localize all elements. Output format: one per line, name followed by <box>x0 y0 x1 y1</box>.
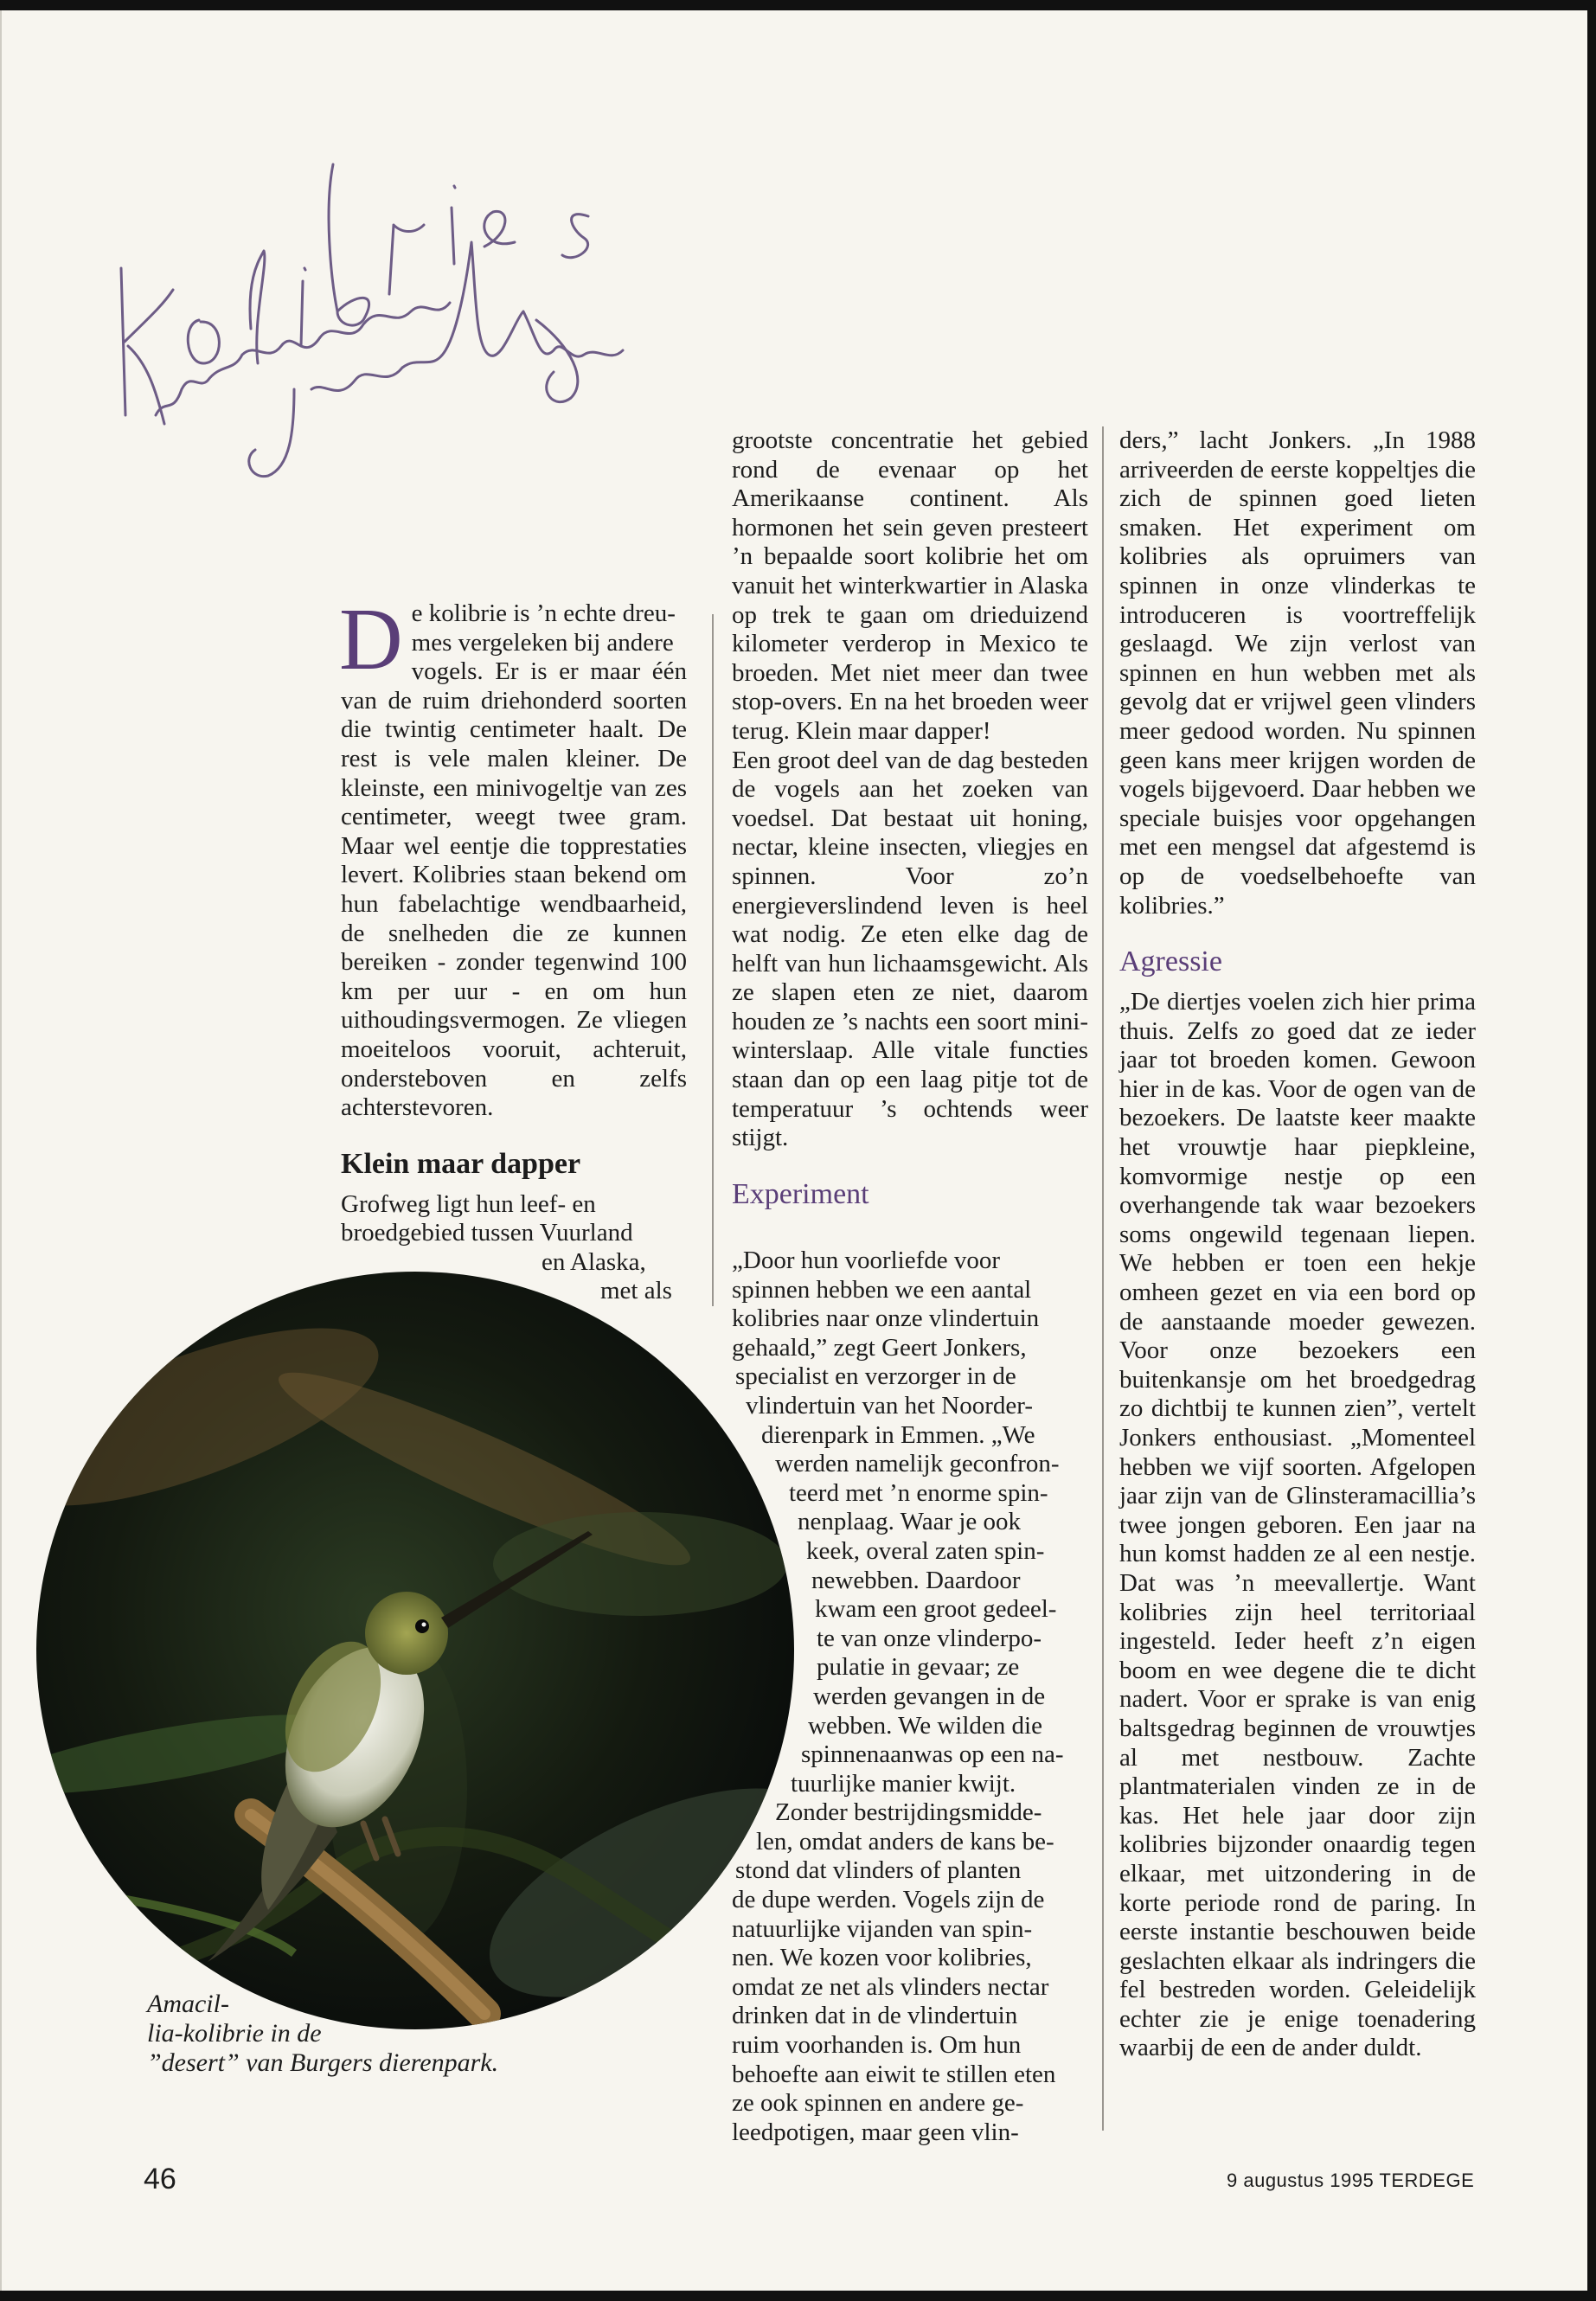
intro-paragraph <box>339 591 687 1123</box>
experiment-line: gehaald,” zegt Geert Jonkers, <box>732 1333 1027 1362</box>
column-1 <box>339 591 687 1306</box>
hummingbird-photo-svg <box>35 1270 796 2031</box>
habitat-line-3: en Alaska, <box>542 1247 646 1276</box>
experiment-line: Zonder bestrijdingsmidde- <box>775 1798 1042 1827</box>
experiment-line: te van onze vlinderpo- <box>817 1624 1042 1652</box>
experiment-line: werden namelijk geconfron- <box>775 1450 1060 1478</box>
spider-paragraph: ders,” lacht Jonkers. „In 1988 arriveerden de eerste koppeltjes die zich de spinnen goed lieten smaken. Het experiment om kolibries als opruimers van spinnen in onze vlinderkas te introduceren is voortreffelijk geslaagd. We zijn verlost van spinnen en hun webben met als gevolg dat er vrijwel geen vlinders meer gedood worden. Nu spinnen geen kans meer krijgen worden de vogels bijgevoerd. Daar hebben we speciale buisjes voor opgehangen met een mengsel dat afgestemd is op de voedselbehoefte van kolibries.” <box>1119 426 1476 920</box>
experiment-line: webben. We wilden die <box>808 1711 1042 1740</box>
experiment-line: ze ook spinnen en andere ge- <box>732 2089 1024 2118</box>
intro-line-1: e kolibrie is ’n echte dreu- <box>411 599 676 627</box>
experiment-line: nenplaag. Waar je ook <box>798 1508 1022 1536</box>
experiment-line: spinnen hebben we een aantal <box>732 1275 1032 1304</box>
experiment-line: nen. We kozen voor kolibries, <box>732 1944 1032 1972</box>
column-rule-right <box>1102 426 1104 2131</box>
caption-line-1: Amacil- <box>147 1990 229 2018</box>
experiment-line: dierenpark in Emmen. „We <box>761 1420 1035 1449</box>
experiment-line: tuurlijke manier kwijt. <box>791 1769 1016 1798</box>
column-2 <box>732 426 1088 1221</box>
page-number: 46 <box>144 2163 176 2195</box>
experiment-line: drinken dat in de vlindertuin <box>732 2002 1018 2030</box>
experiment-line: werden gevangen in de <box>813 1682 1046 1710</box>
experiment-line: „Door hun voorliefde voor <box>732 1247 1001 1274</box>
experiment-line: behoefte aan eiwit te stillen eten <box>732 2060 1056 2088</box>
experiment-line: stond dat vlinders of planten <box>735 1856 1022 1885</box>
experiment-line: pulatie in gevaar; ze <box>817 1653 1020 1682</box>
intro-rest: vogels. Er is er maar één van de ruim driehonderd soorten die twintig centimeter haalt. De rest is vele malen kleiner. De kleinste, een minivogeltje van zes centimeter, weegt twee gram. Maar wel eentje die topprestaties levert. Kolibries staan bekend om hun fabelachtige wendbaarheid, de snelheden die ze kunnen bereiken - zonder tegenwind 100 km per uur - en om hun uithoudingsvermogen. Ze vliegen moeiteloos vooruit, achteruit, ondersteboven en zelfs achterstevoren. <box>341 657 687 1122</box>
photo-caption <box>147 1990 597 2078</box>
heading-experiment: Experiment <box>732 1177 869 1210</box>
experiment-line: keek, overal zaten spin- <box>806 1536 1045 1565</box>
continent-paragraph: grootste concentratie het gebied rond de evenaar op het Amerikaanse continent. Als hormonen het sein geven presteert ’n bepaalde soort kolibrie het om vanuit het winterkwartier in Alaska op trek te gaan om drieduizend kilometer verderop in Mexico te broeden. Met niet meer dan twee stop-overs. En na het broeden weer terug. Klein maar dapper! <box>732 426 1088 745</box>
gutter-line <box>0 10 2 2291</box>
food-paragraph: Een groot deel van de dag besteden de vogels aan het zoeken van voedsel. Dat bestaat uit honing, nectar, kleine insecten, vliegjes en spinnen. Voor zo’n energieverslindend leven is heel wat nodig. Ze eten elke dag de helft van hun lichaamsgewicht. Als ze slapen eten ze niet, daarom houden ze ’s nachts een soort mini-winterslaap. Alle vitale functies staan dan op een laag pitje tot de temperatuur ’s ochtends weer stijgt. <box>732 746 1088 1152</box>
habitat-line-4: met als <box>600 1277 672 1305</box>
experiment-line: leedpotigen, maar geen vlin- <box>732 2118 1019 2146</box>
caption-line-3: ”desert” van Burgers dierenpark. <box>147 2048 499 2077</box>
issue-line: 9 augustus 1995 TERDEGE <box>1227 2170 1475 2191</box>
experiment-line: ruim voorhanden is. Om hun <box>732 2031 1022 2060</box>
handwritten-title-svg <box>104 104 675 502</box>
experiment-line: natuurlijke vijanden van spin- <box>732 1914 1033 1943</box>
caption-line-2: lia-kolibrie in de <box>147 2019 322 2048</box>
heading-klein-maar-dapper: Klein maar dapper <box>341 1147 581 1180</box>
heading-agressie: Agressie <box>1119 945 1222 978</box>
experiment-line: omdat ze net als vlinders nectar <box>732 1972 1049 2001</box>
experiment-line: kolibries naar onze vlindertuin <box>732 1304 1040 1333</box>
experiment-line: len, omdat anders de kans be- <box>756 1827 1054 1856</box>
habitat-line-2: broedgebied tussen Vuurland <box>341 1219 633 1247</box>
breeding-paragraph: „De diertjes voelen zich hier prima thuis. Zelfs zo goed dat ze ieder jaar tot broeden komen. Gewoon hier in de kas. Voor de ogen van de bezoekers. De laatste keer maakte het vrouwtje haar piepkleine, komvormige nestje op een overhangende tak waar bezoekers soms ongewild tegenaan liepen. We hebben er toen een hekje omheen gezet en via een bord op de aanstaande moeder gewezen. Voor onze bezoekers een buitenkansje om het broedgedrag zo dichtbij te kunnen zien”, vertelt Jonkers enthousiast. „Momenteel hebben we vijf soorten. Afgelopen jaar zijn van de Glinsteramacillia’s twee jongen geboren. Een jaar na hun komst hadden ze al een nestje. Dat was ’n meevallertje. Want kolibries zijn heel territoriaal ingesteld. Ieder heeft z’n eigen boom en wee degene die te dicht nadert. Voor er sprake is van enig baltsgedrag beginnen de vrouwtjes al met nestbouw. Zachte plantmaterialen vinden ze in de kas. Het hele jaar door zijn kolibries bijzonder onaardig tegen elkaar, met uitzondering in de korte periode rond de paring. In eerste instantie beschouwen beide geslachten elkaar als indringers die fel bestreden worden. Geleidelijk echter zie je enige toenadering waarbij de een de ander duldt. <box>1119 988 1476 2062</box>
experiment-line: kwam een groot gedeel- <box>815 1595 1057 1624</box>
experiment-line: spinnenaanwas op een na- <box>801 1740 1064 1769</box>
experiment-line: vlindertuin van het Noorder- <box>746 1391 1034 1420</box>
drop-cap: D <box>339 591 403 689</box>
experiment-line: de dupe werden. Vogels zijn de <box>732 1886 1045 1914</box>
column-3 <box>1119 426 1476 2063</box>
habitat-line-1: Grofweg ligt hun leef- en <box>341 1189 596 1218</box>
experiment-line: specialist en verzorger in de <box>735 1362 1016 1391</box>
handwritten-title <box>104 104 675 502</box>
intro-line-2: mes vergeleken bij andere <box>411 628 674 657</box>
experiment-line: teerd met ’n enorme spin- <box>789 1478 1048 1507</box>
hummingbird-photo <box>35 1270 796 2031</box>
experiment-line: newebben. Daardoor <box>811 1566 1021 1594</box>
column-rule-left <box>712 614 714 1306</box>
